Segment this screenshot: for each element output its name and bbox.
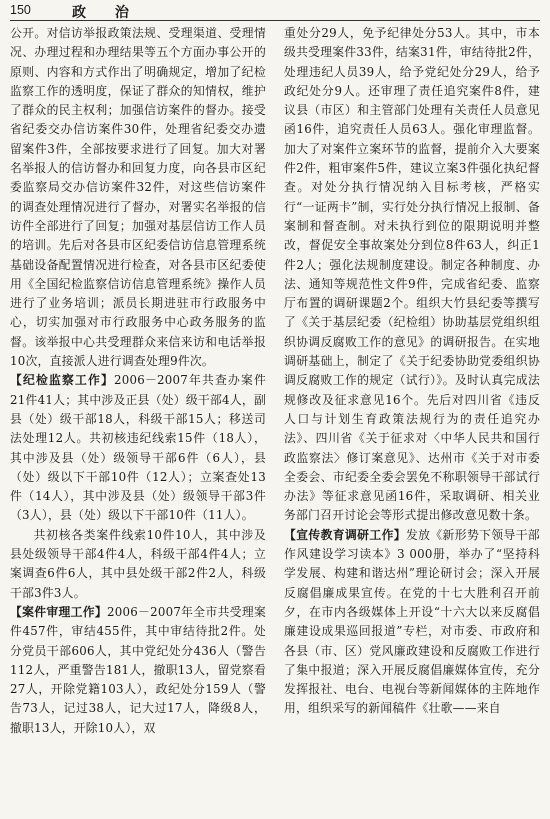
section-heading: 【纪检监察工作】 xyxy=(10,373,114,388)
paragraph: 公开。对信访举报政策法规、受理渠道、受理情况、办理过程和办理结果等五个方面办事公开的原则、内容和方式作出了明确规定，增加了纪检监察工作的透明度，保证了群众的知情权，维护了群众的民主权利；加强信访案件的督办。接受省纪委交办信访案件30件，处理省纪委交办遗留案件3件，全部按要求进行了回复。加大对署名举报人的信访督办和回复力度，向各县市区纪委监察局交办信访案件32件，对这些信访案件的调查处理情况进行了督办，对署实名举报的信访件全部进行了回复；加强对基层信访工作人员的培训。先后对各县市区纪委信访信息管理系统基础设备配置情况进行检查，对各县市区纪委使用《全国纪检监察信访信息管理系统》操作人员进行了业务培训；派员长期进驻市行政服务中心，切实加强对市行政服务中心政务服务的监督。该举报中心共受理群众来信来访和电话举报10次，直接派人进行调查处理9件次。 xyxy=(10,26,266,369)
page-header xyxy=(10,2,540,21)
paragraph: 共初核各类案件线索10件10人，其中涉及县处级领导干部4件4人，科级干部4件4人；立案调查6件6人，其中县处级干部2件2人，科级干部3件3人。 xyxy=(10,527,266,600)
paragraph: 【宣传教育调研工作】发放《新形势下领导干部作风建设学习读本》3 000册，举办了“坚持科学发展、构建和谐达州”理论研讨会；深入开展反腐倡廉成果宣传。在党的十七大胜利召开前夕，在市内各级媒体上开设“十六大以来反腐倡廉建设成果巡回报道”专栏，对市委、市政府和各县（市、区）党风廉政建设和反腐败工作进行了集中报道；深入开展反腐倡廉媒体宣传，充分发挥报社、电台、电视台等新闻媒体的主阵地作用，组织采写的新闻稿件《壮歌——来自 xyxy=(284,527,540,716)
left-column xyxy=(10,24,266,814)
paragraph: 【案件审理工作】2006－2007年全市共受理案件457件，审结455件，其中审结待批2件。处分党员干部606人，其中党纪处分436人（警告112人，严重警告181人，撤职13人，留党察看27人，开除党籍103人），政纪处分159人（警告73人，记过38人，记大过17人，降级8人，撤职13人，开除10人），双 xyxy=(10,604,266,735)
section-title: 政 治 xyxy=(72,5,141,21)
paragraph: 【纪检监察工作】2006－2007年共查办案件21件41人；其中涉及正县（处）级干部4人，副县（处）级干部18人，科级干部15人；移送司法处理12人。共初核违纪线索15件（18人），其中涉及县（处）级领导干部6件（6人），县（处）级以下干部10件（12人）；立案查处13件（14人），其中涉及县（处）级领导干部3件（3人），县（处）级以下干部10件（11人）。 xyxy=(10,373,266,523)
section-heading: 【案件审理工作】 xyxy=(10,604,108,619)
section-heading: 【宣传教育调研工作】 xyxy=(284,527,406,542)
paragraph: 重处分29人，免予纪律处分53人。其中，市本级共受理案件33件，结案31件，审结待批2件，处理违纪人员39人，给予党纪处分29人，给予政纪处分9人。还审理了责任追究案件8件，建议县（市区）和主管部门处理有关责任人员意见函16件，追究责任人员63人。强化审理监督。加大了对案件立案环节的监督，提前介入大要案件2件，粗审案件5件，建议立案3件强化执纪督查。对处分执行情况纳入目标考核，严格实行“一证两卡”制，实行处分执行情况上报制、备案制和督查制。对未执行到位的限期说明并整改，督促安全事故案处分到位8件63人，纠正1件2人；强化法规制度建设。制定各种制度、办法、通知等规范性文件9件，完成省纪委、监察厅布置的调研课题2个。组织大竹县纪委等撰写了《关于基层纪委（纪检组）协助基层党组织组织协调反腐败工作的意见》的调研报告。在实地调研基础上，制定了《关于纪委协助党委组织协调反腐败工作的规定（试行）》。及时认真完成法规修改及征求意见16个。先后对四川省《违反人口与计划生育政策法规行为的责任追究办法》、四川省《关于征求对〈中华人民共和国行政监察法〉修订案意见》、达州市《关于对市委全委会、市纪委全委会罢免不称职领导干部试行办法》等征求意见函16件，采取调研、相关业务部门召开讨论会等形式提出修改意见数十条。 xyxy=(284,26,540,523)
page-number: 150 xyxy=(10,3,31,17)
right-column xyxy=(284,24,540,814)
